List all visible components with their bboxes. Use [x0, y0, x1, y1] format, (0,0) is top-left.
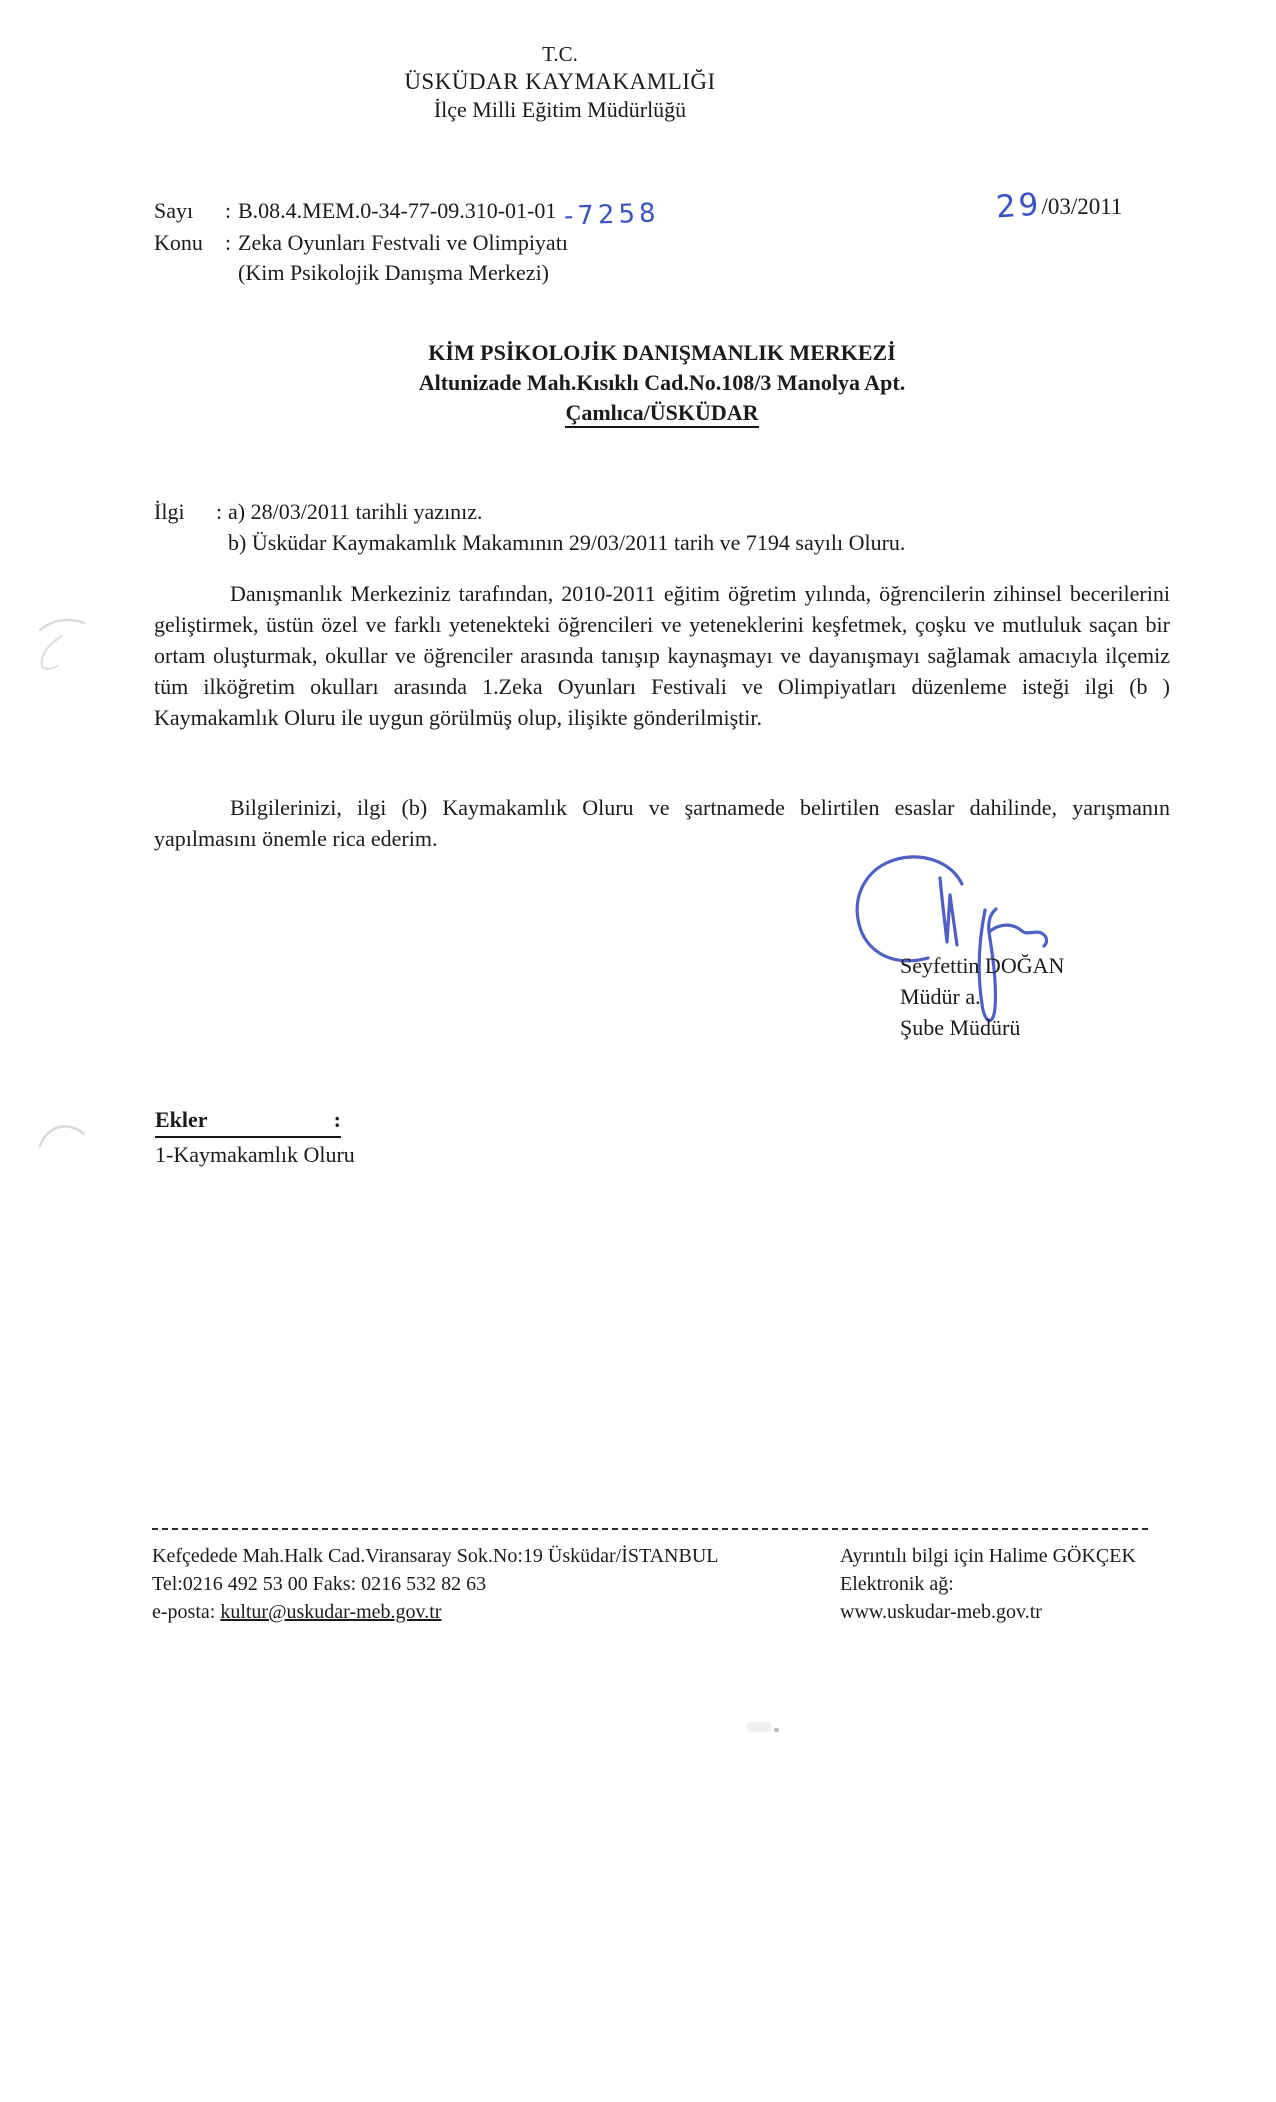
sayi-colon: : — [225, 198, 232, 223]
body-paragraph-2: Bilgilerinizi, ilgi (b) Kaymakamlık Oluru ve şartnamede belirtilen esaslar dahilinde, yarışmanın yapılmasını önemle rica ederim. — [154, 795, 1170, 851]
recipient-address: Altunizade Mah.Kısıklı Cad.No.108/3 Manolya Apt. — [418, 370, 906, 395]
recipient-district — [154, 398, 1170, 428]
reference-block — [154, 196, 660, 288]
sayi-row — [154, 196, 661, 232]
ilgi-items — [228, 496, 905, 558]
attachments-heading — [155, 1103, 355, 1138]
footer-email-line — [152, 1598, 840, 1626]
footer-phone-fax: Tel:0216 492 53 00 Faks: 0216 532 82 63 — [152, 1573, 487, 1595]
footer-left-column — [152, 1542, 840, 1626]
footer-divider-dashed — [152, 1528, 1152, 1530]
signer-name: Seyfettin DOĞAN — [900, 953, 1065, 978]
signature-block — [900, 950, 1064, 1043]
recipient-district-text: Çamlıca/ÜSKÜDAR — [565, 400, 758, 428]
footer-email-label: e-posta: — [152, 1601, 216, 1623]
footer-right-column — [840, 1542, 1156, 1626]
letterhead-tc: T.C. — [542, 42, 578, 66]
konu-row — [154, 228, 660, 258]
scan-smudge — [746, 1722, 772, 1732]
konu-label: Konu — [154, 230, 203, 255]
document-date — [996, 188, 1122, 224]
ilgi-item-b: b) Üsküdar Kaymakamlık Makamının 29/03/2011 tarih ve 7194 sayılı Oluru. — [228, 530, 906, 555]
letterhead-institution: ÜSKÜDAR KAYMAKAMLIĞI — [404, 69, 716, 94]
attachments-colon: : — [333, 1107, 341, 1132]
footer — [152, 1528, 1156, 1626]
sayi-handwritten-number: -7258 — [563, 198, 661, 232]
footer-address: Kefçedede Mah.Halk Cad.Viransaray Sok.No:19 Üsküdar/İSTANBUL — [152, 1545, 719, 1567]
ilgi-item-a: a) 28/03/2011 tarihli yazınız. — [228, 499, 483, 524]
footer-email-address: kultur@uskudar-meb.gov.tr — [220, 1601, 442, 1623]
attachments-label: Ekler — [155, 1107, 208, 1132]
pencil-arc-mark-bottom — [34, 1116, 92, 1158]
konu-row-2 — [154, 258, 660, 288]
signer-title-2: Şube Müdürü — [900, 1015, 1021, 1040]
konu-colon: : — [225, 230, 232, 255]
ilgi-colon: : — [216, 499, 223, 524]
konu-spacer-colon — [225, 258, 238, 288]
footer-columns — [152, 1542, 1156, 1626]
footer-website: www.uskudar-meb.gov.tr — [840, 1601, 1042, 1623]
ilgi-block — [154, 496, 905, 558]
attachments-heading-underline — [155, 1103, 341, 1138]
sayi-label: Sayı — [154, 198, 194, 223]
attachments-block — [155, 1103, 355, 1171]
ilgi-label: İlgi — [154, 499, 185, 524]
footer-web-label: Elektronik ağ: — [840, 1573, 954, 1595]
pencil-squiggle-mark-top — [34, 608, 92, 676]
date-day-handwritten: 29 — [994, 186, 1043, 226]
signer-title-1: Müdür a. — [900, 984, 981, 1009]
body-paragraph-1: Danışmanlık Merkeziniz tarafından, 2010-2011 eğitim öğretim yılında, öğrencilerin zihinsel becerilerini geliştirmek, üstün özel ve farklı yetenekteki öğrencileri ve yeteneklerini keşfetmek, çoşku ve mutluluk saçan bir ortam oluşturmak, okullar ve öğrenciler arasında tanışıp kaynaşmayı ve dayanışmayı sağlamak amacıyla ilçemiz tüm ilköğretim okulları arasında 1.Zeka Oyunları Festivali ve Olimpiyatları düzenleme isteği ilgi (b ) Kaymakamlık Oluru ile uygun görülmüş olup, ilişikte gönderilmiştir. — [154, 581, 1170, 730]
scan-speck — [774, 1728, 779, 1732]
konu-value-2: (Kim Psikolojik Danışma Merkezi) — [238, 260, 550, 285]
konu-value: Zeka Oyunları Festvali ve Olimpiyatı — [238, 230, 568, 255]
konu-spacer — [154, 258, 225, 288]
sayi-number: B.08.4.MEM.0-34-77-09.310-01-01 — [238, 198, 557, 223]
letterhead-department: İlçe Milli Eğitim Müdürlüğü — [433, 97, 687, 122]
date-month-year: /03/2011 — [1041, 194, 1123, 219]
sayi-value — [238, 196, 661, 232]
letterhead — [0, 40, 1120, 124]
recipient-name: KİM PSİKOLOJİK DANIŞMANLIK MERKEZİ — [428, 340, 896, 365]
attachment-item-1: 1-Kaymakamlık Oluru — [155, 1142, 355, 1167]
footer-contact-person: Ayrıntılı bilgi için Halime GÖKÇEK — [840, 1545, 1136, 1567]
recipient-block — [154, 338, 1170, 428]
